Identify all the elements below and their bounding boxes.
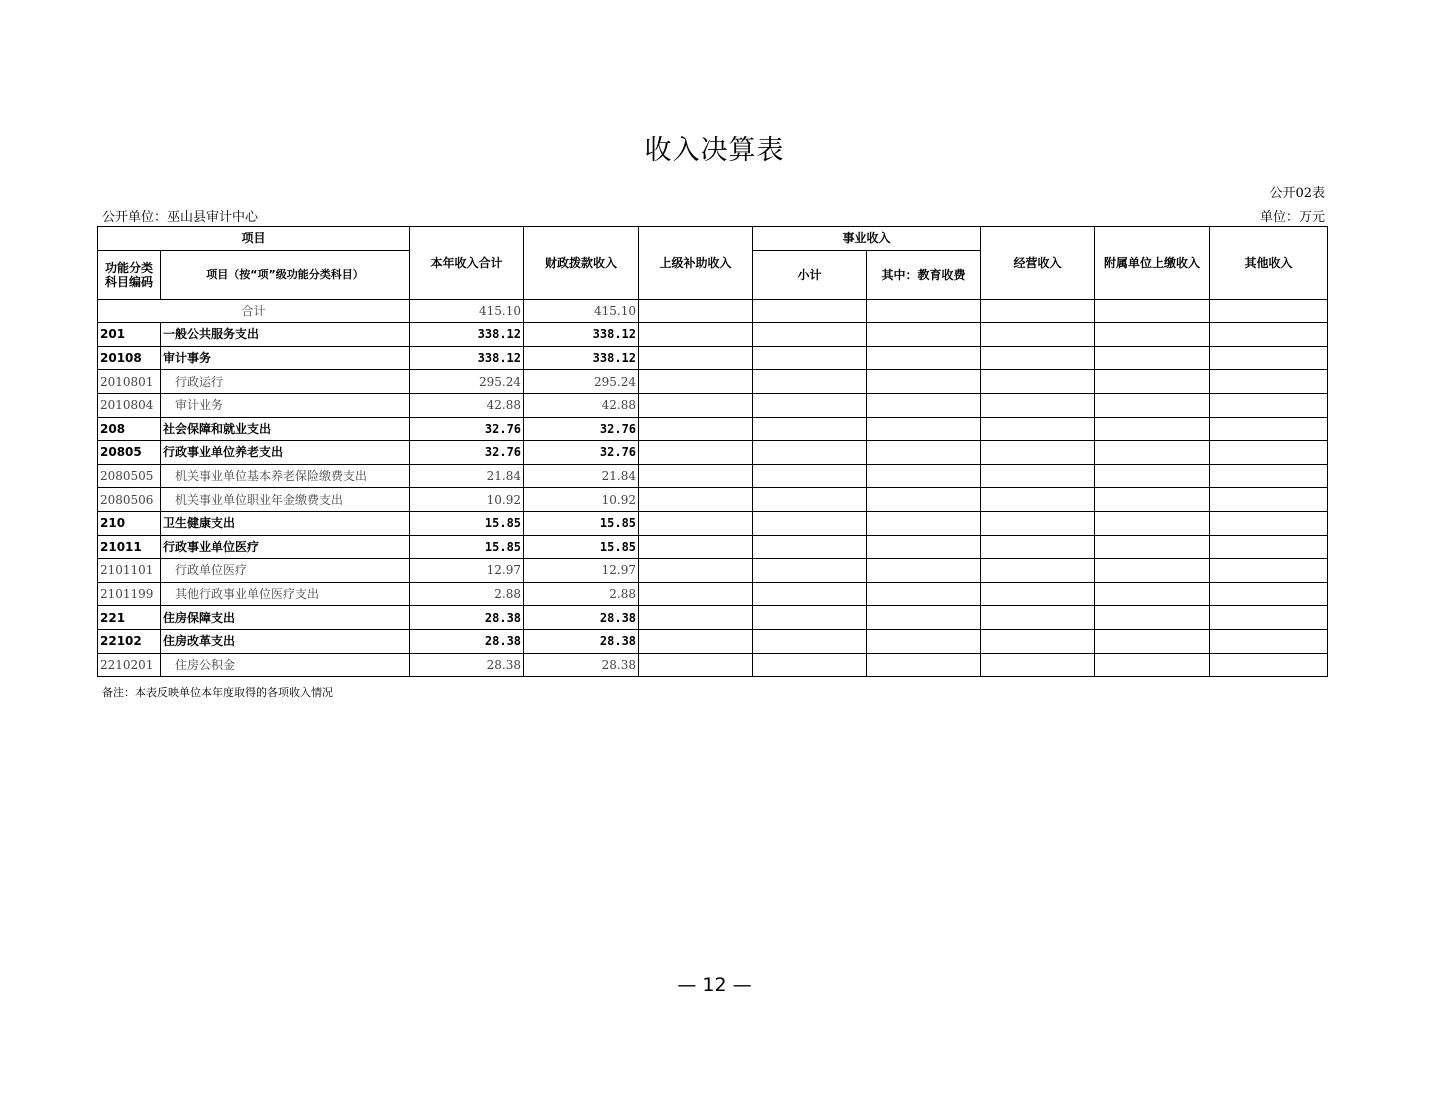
empty-cell (639, 488, 753, 512)
empty-cell (867, 629, 981, 653)
row-fiscal: 338.12 (524, 346, 639, 370)
row-name: 行政事业单位养老支出 (161, 441, 410, 465)
table-row (98, 464, 1328, 488)
row-total-income: 28.38 (410, 606, 524, 630)
row-total-income: 28.38 (410, 653, 524, 677)
empty-cell (1210, 559, 1328, 583)
empty-cell (1210, 370, 1328, 394)
empty-cell (981, 346, 1095, 370)
empty-cell (867, 511, 981, 535)
empty-cell (639, 370, 753, 394)
table-row (98, 417, 1328, 441)
empty-cell (1095, 559, 1210, 583)
form-number: 公开02表 (1269, 186, 1325, 201)
empty-cell (1210, 464, 1328, 488)
table-row (98, 535, 1328, 559)
page-title: 收入决算表 (644, 135, 785, 166)
row-fiscal: 12.97 (524, 559, 639, 583)
empty-cell (867, 370, 981, 394)
row-fiscal: 28.38 (524, 629, 639, 653)
row-total-income: 15.85 (410, 535, 524, 559)
row-total-income: 2.88 (410, 582, 524, 606)
empty-cell (981, 370, 1095, 394)
header-total-income: 本年收入合计 (410, 227, 524, 300)
empty-cell (753, 346, 867, 370)
row-fiscal: 32.76 (524, 441, 639, 465)
row-code: 221 (98, 606, 161, 630)
empty-cell (1210, 393, 1328, 417)
empty-cell (1095, 299, 1210, 323)
empty-cell (753, 582, 867, 606)
row-name: 审计业务 (161, 393, 410, 417)
empty-cell (981, 417, 1095, 441)
empty-cell (1210, 606, 1328, 630)
row-name: 一般公共服务支出 (161, 323, 410, 347)
row-fiscal: 32.76 (524, 417, 639, 441)
empty-cell (867, 346, 981, 370)
footnote: 备注：本表反映单位本年度取得的各项收入情况 (102, 686, 333, 699)
table-row (98, 606, 1328, 630)
table-header (98, 227, 1328, 300)
row-code: 2101199 (98, 582, 161, 606)
row-total-income: 12.97 (410, 559, 524, 583)
empty-cell (1095, 370, 1210, 394)
empty-cell (1210, 417, 1328, 441)
empty-cell (639, 559, 753, 583)
empty-cell (1095, 441, 1210, 465)
empty-cell (1095, 464, 1210, 488)
row-total-income: 42.88 (410, 393, 524, 417)
empty-cell (867, 464, 981, 488)
table-row (98, 370, 1328, 394)
row-total-income: 21.84 (410, 464, 524, 488)
empty-cell (753, 488, 867, 512)
empty-cell (639, 606, 753, 630)
row-code: 20108 (98, 346, 161, 370)
table-row (98, 346, 1328, 370)
table-row (98, 441, 1328, 465)
row-fiscal: 42.88 (524, 393, 639, 417)
empty-cell (867, 488, 981, 512)
empty-cell (981, 464, 1095, 488)
empty-cell (867, 323, 981, 347)
header-business-income: 事业收入 (753, 227, 981, 251)
row-name: 其他行政事业单位医疗支出 (161, 582, 410, 606)
empty-cell (639, 417, 753, 441)
empty-cell (1095, 417, 1210, 441)
row-fiscal: 28.38 (524, 606, 639, 630)
empty-cell (867, 417, 981, 441)
empty-cell (981, 559, 1095, 583)
row-fiscal: 15.85 (524, 511, 639, 535)
row-fiscal: 21.84 (524, 464, 639, 488)
empty-cell (867, 559, 981, 583)
row-name: 审计事务 (161, 346, 410, 370)
empty-cell (1210, 323, 1328, 347)
table-row (98, 511, 1328, 535)
empty-cell (753, 535, 867, 559)
row-code: 2080505 (98, 464, 161, 488)
empty-cell (981, 653, 1095, 677)
row-code: 22102 (98, 629, 161, 653)
row-total-income: 338.12 (410, 346, 524, 370)
empty-cell (753, 417, 867, 441)
empty-cell (981, 393, 1095, 417)
empty-cell (981, 488, 1095, 512)
empty-cell (639, 464, 753, 488)
total-income-value: 415.10 (410, 299, 524, 323)
empty-cell (981, 323, 1095, 347)
empty-cell (1095, 346, 1210, 370)
header-education-fee: 其中：教育收费 (867, 250, 981, 299)
empty-cell (981, 606, 1095, 630)
row-name: 社会保障和就业支出 (161, 417, 410, 441)
empty-cell (753, 299, 867, 323)
empty-cell (1210, 299, 1328, 323)
row-code: 208 (98, 417, 161, 441)
table-row (98, 629, 1328, 653)
income-table (97, 226, 1328, 677)
page-number: — 12 — (677, 974, 752, 996)
row-fiscal: 295.24 (524, 370, 639, 394)
empty-cell (639, 629, 753, 653)
empty-cell (1095, 629, 1210, 653)
empty-cell (1210, 535, 1328, 559)
row-fiscal: 10.92 (524, 488, 639, 512)
empty-cell (1095, 606, 1210, 630)
row-name: 行政单位医疗 (161, 559, 410, 583)
empty-cell (753, 629, 867, 653)
empty-cell (639, 299, 753, 323)
header-superior-subsidy: 上级补助收入 (639, 227, 753, 300)
empty-cell (1095, 582, 1210, 606)
row-name: 住房保障支出 (161, 606, 410, 630)
row-fiscal: 2.88 (524, 582, 639, 606)
empty-cell (1095, 323, 1210, 347)
total-label: 合计 (98, 299, 410, 323)
row-name: 行政运行 (161, 370, 410, 394)
empty-cell (753, 511, 867, 535)
empty-cell (753, 441, 867, 465)
empty-cell (753, 606, 867, 630)
empty-cell (867, 535, 981, 559)
empty-cell (753, 393, 867, 417)
row-total-income: 32.76 (410, 417, 524, 441)
empty-cell (1095, 488, 1210, 512)
empty-cell (867, 393, 981, 417)
empty-cell (981, 535, 1095, 559)
table-row (98, 582, 1328, 606)
empty-cell (1210, 629, 1328, 653)
empty-cell (981, 441, 1095, 465)
empty-cell (981, 299, 1095, 323)
row-name: 机关事业单位基本养老保险缴费支出 (161, 464, 410, 488)
empty-cell (1095, 393, 1210, 417)
row-fiscal: 338.12 (524, 323, 639, 347)
empty-cell (1210, 441, 1328, 465)
table-row (98, 393, 1328, 417)
empty-cell (753, 370, 867, 394)
empty-cell (639, 393, 753, 417)
empty-cell (753, 653, 867, 677)
row-name: 住房公积金 (161, 653, 410, 677)
row-code: 2010804 (98, 393, 161, 417)
header-other: 其他收入 (1210, 227, 1328, 300)
row-total-income: 32.76 (410, 441, 524, 465)
row-name: 住房改革支出 (161, 629, 410, 653)
row-code: 21011 (98, 535, 161, 559)
total-fiscal-value: 415.10 (524, 299, 639, 323)
empty-cell (639, 511, 753, 535)
empty-cell (1210, 582, 1328, 606)
row-total-income: 15.85 (410, 511, 524, 535)
empty-cell (981, 582, 1095, 606)
total-row (98, 299, 1328, 323)
empty-cell (867, 606, 981, 630)
empty-cell (867, 653, 981, 677)
empty-cell (981, 511, 1095, 535)
row-total-income: 28.38 (410, 629, 524, 653)
empty-cell (1210, 511, 1328, 535)
header-subtotal: 小计 (753, 250, 867, 299)
row-code: 2010801 (98, 370, 161, 394)
table-row (98, 559, 1328, 583)
currency-unit: 单位：万元 (1259, 210, 1325, 225)
empty-cell (867, 582, 981, 606)
empty-cell (639, 535, 753, 559)
table-row (98, 323, 1328, 347)
row-total-income: 338.12 (410, 323, 524, 347)
row-total-income: 295.24 (410, 370, 524, 394)
header-item: 项目 (98, 227, 410, 251)
table-body (98, 299, 1328, 677)
empty-cell (1095, 653, 1210, 677)
empty-cell (639, 582, 753, 606)
empty-cell (639, 441, 753, 465)
empty-cell (639, 323, 753, 347)
table-row (98, 488, 1328, 512)
row-code: 2080506 (98, 488, 161, 512)
row-code: 2210201 (98, 653, 161, 677)
row-name: 卫生健康支出 (161, 511, 410, 535)
row-fiscal: 15.85 (524, 535, 639, 559)
row-code: 201 (98, 323, 161, 347)
header-affiliated: 附属单位上缴收入 (1095, 227, 1210, 300)
empty-cell (753, 464, 867, 488)
empty-cell (753, 559, 867, 583)
empty-cell (867, 441, 981, 465)
row-code: 2101101 (98, 559, 161, 583)
header-code: 功能分类科目编码 (98, 250, 161, 299)
empty-cell (639, 653, 753, 677)
reporting-unit: 公开单位：巫山县审计中心 (102, 210, 259, 225)
row-code: 20805 (98, 441, 161, 465)
empty-cell (867, 299, 981, 323)
table-row (98, 653, 1328, 677)
empty-cell (1095, 535, 1210, 559)
row-name: 行政事业单位医疗 (161, 535, 410, 559)
empty-cell (1095, 511, 1210, 535)
empty-cell (1210, 346, 1328, 370)
header-name: 项目（按“项”级功能分类科目） (161, 250, 410, 299)
row-fiscal: 28.38 (524, 653, 639, 677)
empty-cell (981, 629, 1095, 653)
row-code: 210 (98, 511, 161, 535)
row-name: 机关事业单位职业年金缴费支出 (161, 488, 410, 512)
header-fiscal: 财政拨款收入 (524, 227, 639, 300)
header-operating: 经营收入 (981, 227, 1095, 300)
empty-cell (639, 346, 753, 370)
row-total-income: 10.92 (410, 488, 524, 512)
empty-cell (1210, 653, 1328, 677)
empty-cell (753, 323, 867, 347)
empty-cell (1210, 488, 1328, 512)
